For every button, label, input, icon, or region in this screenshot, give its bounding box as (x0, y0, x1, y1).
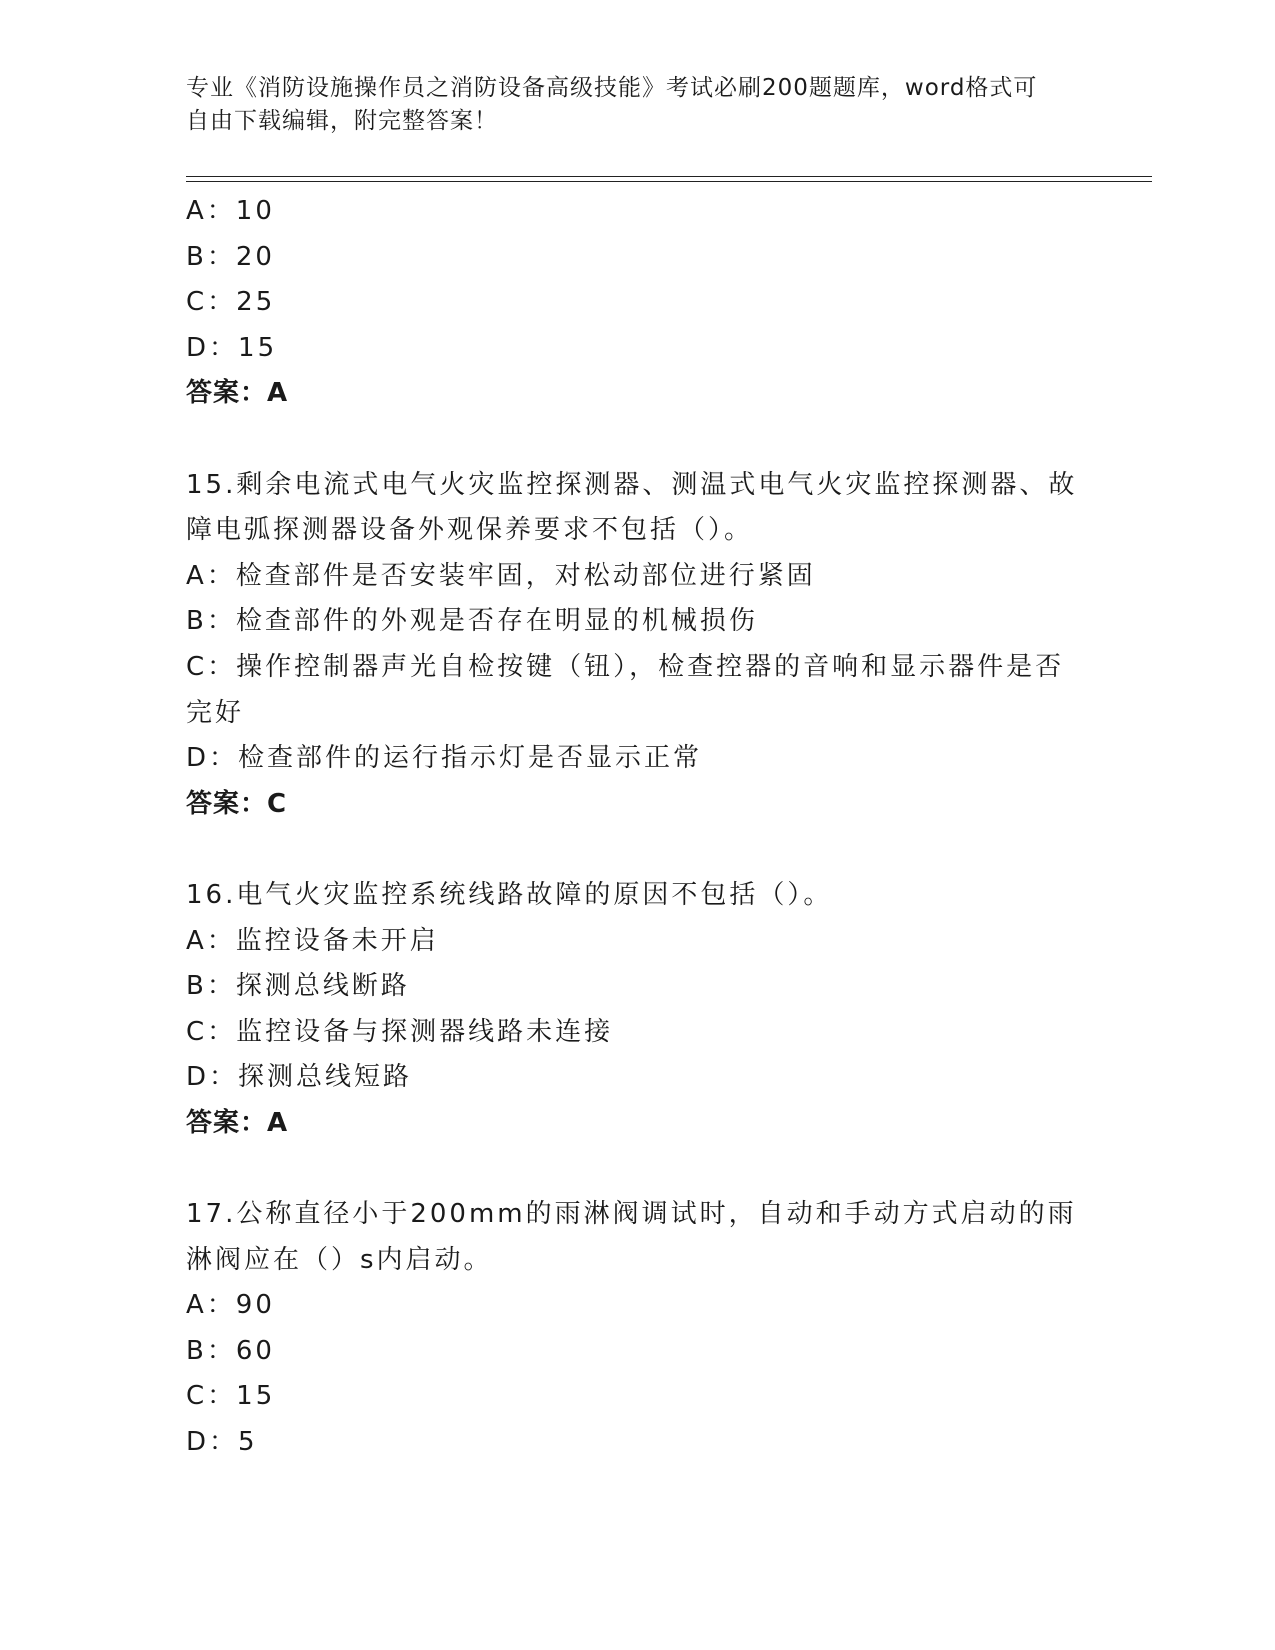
option-c: C：15 (186, 1381, 276, 1412)
header-rule-bottom (186, 181, 1152, 182)
question-block-14 (186, 189, 1086, 417)
header-rule-top (186, 176, 1152, 177)
header-line-2: 自由下载编辑，附完整答案！ (186, 108, 498, 134)
option-a: A：90 (186, 1290, 275, 1321)
option-d: D：探测总线短路 (186, 1062, 413, 1093)
option-b: B：60 (186, 1335, 275, 1366)
option-c: C：操作控制器声光自检按键（钮），检查控器的音响和显示器件是否完好 (186, 651, 1065, 728)
page-header (186, 72, 1086, 138)
option-c: C：25 (186, 287, 276, 318)
option-b: B：检查部件的外观是否存在明显的机械损伤 (186, 606, 758, 637)
option-b: B：探测总线断路 (186, 971, 410, 1002)
option-a: A：10 (186, 196, 275, 226)
question-list (186, 189, 1086, 1466)
header-line-1: 专业《消防设施操作员之消防设备高级技能》考试必刷200题题库，word格式可 (186, 75, 1038, 101)
question-block-17 (186, 1192, 1086, 1466)
answer-line: 答案：C (186, 788, 288, 819)
option-c: C：监控设备与探测器线路未连接 (186, 1016, 614, 1047)
question-text: 16.电气火灾监控系统线路故障的原因不包括（）。 (186, 879, 833, 910)
option-d: D：15 (186, 332, 278, 363)
option-d: D：5 (186, 1427, 258, 1458)
answer-line: 答案：A (186, 378, 289, 409)
question-text: 15.剩余电流式电气火灾监控探测器、测温式电气火灾监控探测器、故障电弧探测器设备外观保养要求不包括（）。 (186, 469, 1078, 546)
option-b: B：20 (186, 241, 275, 272)
question-text: 17.公称直径小于200mm的雨淋阀调试时，自动和手动方式启动的雨淋阀应在（）s内启动。 (186, 1199, 1077, 1275)
option-a: A：监控设备未开启 (186, 925, 439, 956)
question-block-15 (186, 463, 1086, 828)
option-a: A：检查部件是否安装牢固，对松动部位进行紧固 (186, 560, 816, 591)
option-d: D：检查部件的运行指示灯是否显示正常 (186, 743, 703, 774)
answer-line: 答案：A (186, 1107, 289, 1138)
question-block-16 (186, 873, 1086, 1147)
